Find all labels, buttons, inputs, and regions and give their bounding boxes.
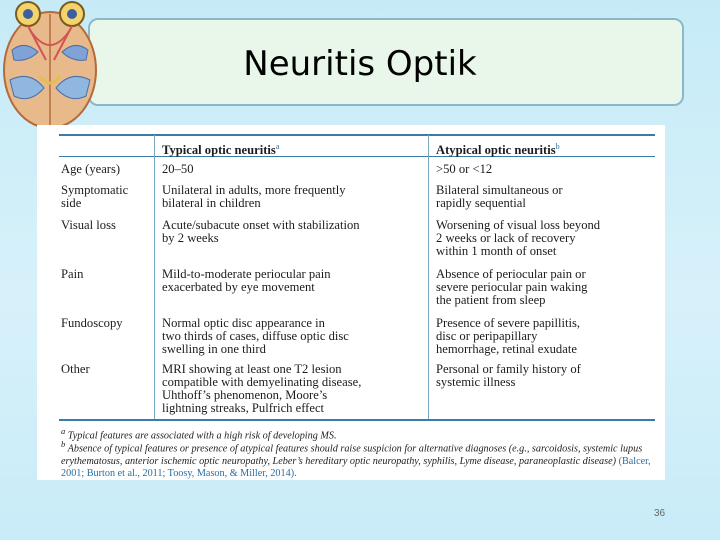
- header-atypical: Atypical optic neuritis$^b$: [436, 142, 560, 158]
- atypical-cell: Presence of severe papillitis, disc or peripapillary hemorrhage, retinal exudate: [436, 316, 581, 356]
- atypical-cell: Personal or family history of systemic illness: [436, 362, 581, 389]
- column-divider: [154, 135, 155, 419]
- comparison-table: [37, 125, 665, 480]
- brain-anatomy-icon: [0, 0, 100, 132]
- row-label: Pain: [61, 267, 84, 281]
- footnote-b: $^b$ Absence of typical features or presence of atypical features should raise suspicion for alternative diagnoses (e.g., sarcoidosis, systemic lupus erythematosus, anterior ischemic optic neuropathy, Leber’s hereditary optic neuropathy, syphilis, Lyme disease, paraneoplastic disease) (Balcer, 2001; Burton et al., 2011; Toosy, Mason, & Miller, 2014).: [61, 439, 651, 480]
- footnote-a: $^a$ Typical features are associated with a high risk of developing MS.: [61, 426, 337, 442]
- row-label: Visual loss: [61, 218, 116, 232]
- table-top-rule: [59, 134, 655, 136]
- column-divider: [428, 135, 429, 419]
- typical-cell: MRI showing at least one T2 lesion compatible with demyelinating disease, Uhthoff’s phenomenon, Moore’s lightning streaks, Pulfrich effect: [162, 362, 362, 415]
- row-label: Other: [61, 362, 90, 376]
- typical-cell: Unilateral in adults, more frequently bilateral in children: [162, 183, 346, 210]
- row-label: Fundoscopy: [61, 316, 123, 330]
- row-label: Age (years): [61, 162, 121, 176]
- table-header-rule: [59, 156, 655, 157]
- slide-title: Neuritis Optik: [243, 44, 477, 84]
- atypical-cell: >50 or <12: [436, 162, 493, 176]
- row-label: Symptomatic side: [61, 183, 129, 210]
- page-number: 36: [654, 508, 666, 519]
- header-typical: Typical optic neuritis$^a$: [162, 142, 280, 158]
- citation-link[interactable]: (Balcer, 2001; Burton et al., 2011; Toosy, Mason, & Miller, 2014).: [61, 455, 651, 480]
- atypical-cell: Worsening of visual loss beyond 2 weeks or lack of recovery within 1 month of onset: [436, 218, 601, 258]
- atypical-cell: Absence of periocular pain or severe periocular pain waking the patient from sleep: [436, 267, 588, 307]
- atypical-cell: Bilateral simultaneous or rapidly sequential: [436, 183, 563, 210]
- table-bottom-rule: [59, 419, 655, 421]
- typical-cell: 20–50: [162, 162, 194, 176]
- typical-cell: Acute/subacute onset with stabilization by 2 weeks: [162, 218, 360, 245]
- typical-cell: Mild-to-moderate periocular pain exacerbated by eye movement: [162, 267, 331, 294]
- typical-cell: Normal optic disc appearance in two thirds of cases, diffuse optic disc swelling in one third: [162, 316, 349, 356]
